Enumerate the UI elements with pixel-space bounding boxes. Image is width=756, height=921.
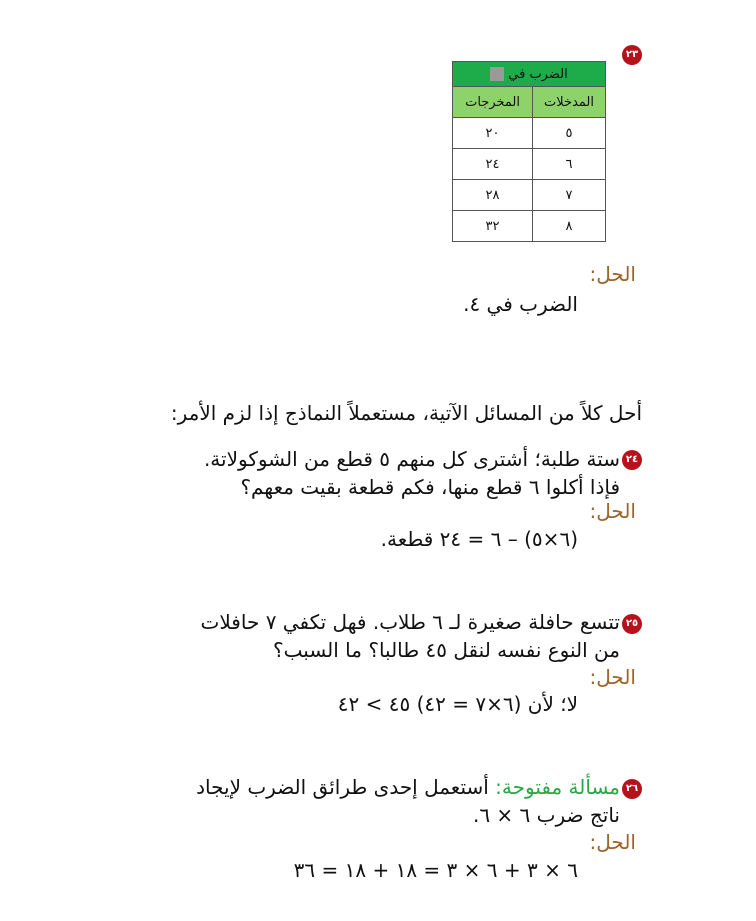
instruction-text: أحل كلاً من المسائل الآتية، مستعملاً النماذج إذا لزم الأمر: [170, 401, 642, 425]
solution-text: (٦×٥) – ٦ = ٢٤ قطعة. [380, 527, 578, 551]
col-header-inputs: المدخلات [533, 87, 606, 118]
table-cell-input: ٥ [533, 118, 606, 149]
blank-box-icon [490, 67, 504, 81]
question-number-badge: ٢٥ [622, 614, 642, 634]
solution-text: لا؛ لأن (٦×٧ = ٤٢) ٤٥ > ٤٢ [337, 692, 578, 716]
question-number-badge: ٢٦ [622, 779, 642, 799]
table-cell-output: ٣٢ [453, 211, 533, 242]
question-text: من النوع نفسه لنقل ٤٥ طالبا؟ ما السبب؟ [273, 638, 620, 662]
question-text: فإذا أكلوا ٦ قطع منها، فكم قطعة بقيت معهم؟ [240, 475, 620, 499]
question-text: مسألة مفتوحة: أستعمل إحدى طرائق الضرب لإيجاد [196, 775, 620, 799]
table-cell-input: ٦ [533, 149, 606, 180]
solution-text: ٦ × ٣ + ٦ × ٣ = ١٨ + ١٨ = ٣٦ [293, 858, 578, 882]
solution-label: الحل: [589, 665, 636, 689]
col-header-outputs: المخرجات [453, 87, 533, 118]
table-row [453, 149, 606, 180]
function-table [452, 61, 606, 242]
solution-label: الحل: [589, 262, 636, 286]
question-number-badge: ٢٣ [622, 45, 642, 65]
table-row [453, 118, 606, 149]
question-number-badge: ٢٤ [622, 450, 642, 470]
solution-label: الحل: [589, 499, 636, 523]
question-text: تتسع حافلة صغيرة لـ ٦ طلاب. فهل تكفي ٧ حافلات [200, 610, 620, 634]
table-row [453, 211, 606, 242]
solution-text: الضرب في ٤. [463, 292, 578, 316]
table-cell-output: ٢٤ [453, 149, 533, 180]
open-problem-label: مسألة مفتوحة: [495, 775, 620, 799]
table-title: الضرب في [453, 62, 606, 87]
question-text: ناتج ضرب ٦ × ٦. [472, 803, 620, 827]
solution-label: الحل: [589, 830, 636, 854]
table-row [453, 180, 606, 211]
table-cell-output: ٢٠ [453, 118, 533, 149]
table-cell-output: ٢٨ [453, 180, 533, 211]
question-text: ستة طلبة؛ أشترى كل منهم ٥ قطع من الشوكولاتة. [203, 447, 620, 471]
table-cell-input: ٨ [533, 211, 606, 242]
table-cell-input: ٧ [533, 180, 606, 211]
